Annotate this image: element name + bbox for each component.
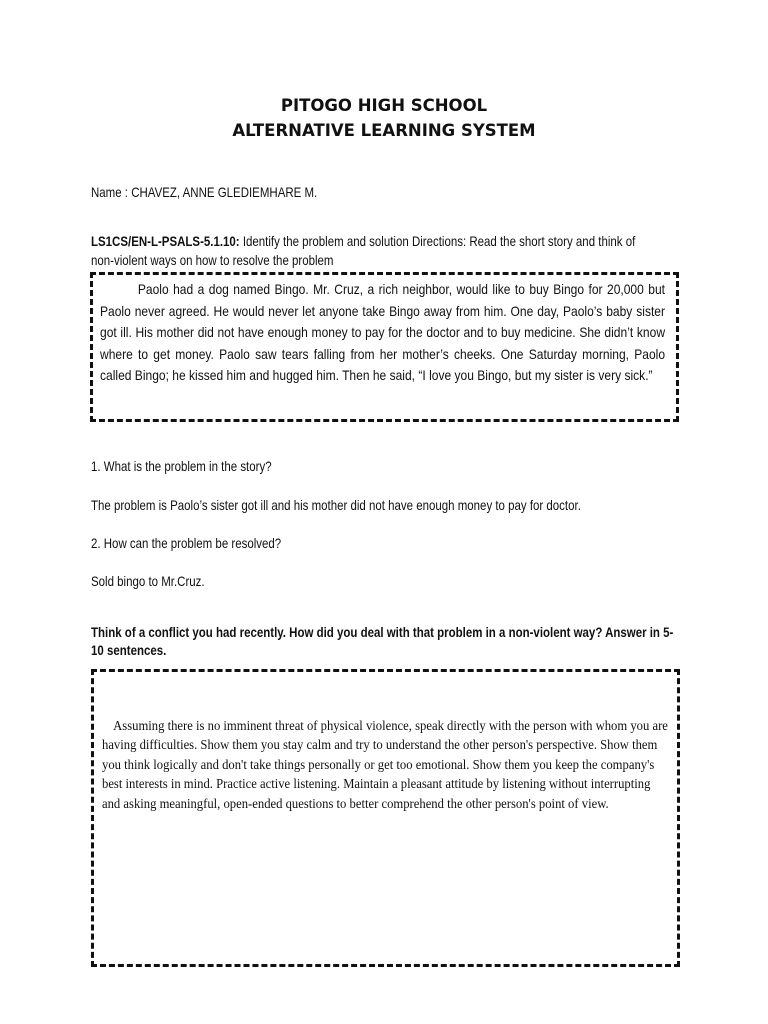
reflection-prompt-line-2: 10 sentences. (91, 642, 167, 658)
directions-line-2: non-violent ways on how to resolve the problem (91, 252, 334, 268)
story-container (100, 279, 665, 387)
school-name: PITOGO HIGH SCHOOL (280, 96, 488, 115)
directions-line-1 (91, 233, 635, 249)
question-2: 2. How can the problem be resolved? (91, 535, 282, 551)
reflection-prompt-line-1: Think of a conflict you had recently. How did you deal with that problem in a non-violent way? Answer in 5- (91, 624, 674, 640)
reflection-answer-block (102, 716, 669, 813)
reflection-answer: Assuming there is no imminent threat of physical violence, speak directly with the person with whom you are having difficulties. Show them you stay calm and try to understand the other person's perspective. Show them you think logically and don't take things personally or get too emotional. Show them you keep the company's best interests in mind. Practice active listening. Maintain a pleasant attitude by listening without interrupting and asking meaningful, open-ended questions to better comprehend the other person's point of view. (102, 718, 668, 811)
student-name: Name : CHAVEZ, ANNE GLEDIEMHARE M. (91, 184, 318, 200)
answer-2: Sold bingo to Mr.Cruz. (91, 573, 205, 589)
answer-1: The problem is Paolo’s sister got ill and his mother did not have enough money to pay for doctor. (91, 497, 581, 513)
competency-code: LS1CS/EN-L-PSALS-5.1.10: (91, 233, 240, 249)
reflection-answer-box (91, 669, 680, 967)
reflection-answer-container (102, 716, 668, 813)
question-1: 1. What is the problem in the story? (91, 458, 272, 474)
story-text: Paolo had a dog named Bingo. Mr. Cruz, a rich neighbor, would like to buy Bingo for 20,000 but Paolo never agreed. He would never let anyone take Bingo away from him. One day, Paolo’s baby sister got ill. His mother did not have enough money to pay for the doctor and to buy medicine. She didn’t know where to get money. Paolo saw tears falling from her mother’s cheeks. One Saturday morning, Paolo called Bingo; he kissed him and hugged him. Then he said, “I love you Bingo, but my sister is very sick.” (100, 281, 666, 384)
directions-text: Identify the problem and solution Directions: Read the short story and think of (239, 233, 636, 249)
program-title: ALTERNATIVE LEARNING SYSTEM (232, 121, 536, 140)
